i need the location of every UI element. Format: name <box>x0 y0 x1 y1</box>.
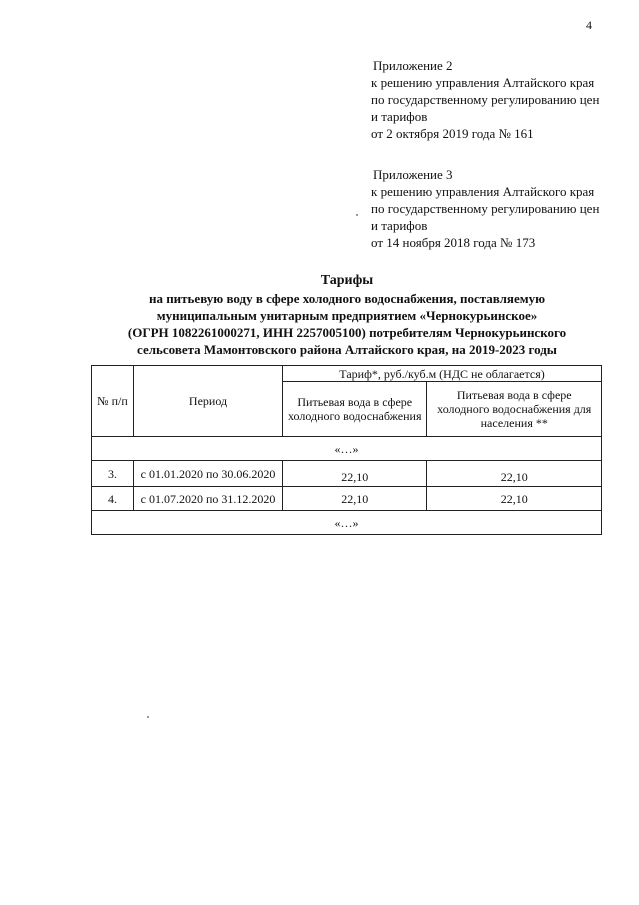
annex-line: к решению управления Алтайского края <box>371 184 595 199</box>
cell-number: 3. <box>92 461 134 487</box>
scan-mark <box>356 214 358 216</box>
table-row <box>92 511 602 535</box>
annex-line: Приложение 2 <box>373 58 453 73</box>
cell-period: с 01.01.2020 по 30.06.2020 <box>134 461 283 487</box>
annex-line: от 2 октября 2019 года № 161 <box>371 126 534 141</box>
annex-line: Приложение 3 <box>373 167 453 182</box>
table-row <box>92 487 602 511</box>
cell-water-tariff: 22,10 <box>283 461 427 487</box>
scan-speck <box>147 716 149 718</box>
cell-water-population-tariff: 22,10 <box>427 487 602 511</box>
header-tariff: Тариф*, руб./куб.м (НДС не облагается) <box>283 366 602 382</box>
annex-line: по государственному регулированию цен <box>371 201 600 216</box>
omission-mark: «…» <box>92 511 602 535</box>
title-line: (ОГРН 1082261000271, ИНН 2257005100) потребителям Чернокурьинского <box>127 325 567 340</box>
table-row <box>92 437 602 461</box>
cell-period: с 01.07.2020 по 31.12.2020 <box>134 487 283 511</box>
annex-line: и тарифов <box>371 218 428 233</box>
annex-line: к решению управления Алтайского края <box>371 75 595 90</box>
title-heading: Тарифы <box>320 273 374 288</box>
annex-line: от 14 ноября 2018 года № 173 <box>371 235 536 250</box>
header-water-population: Питьевая вода в сфере холодного водоснабжения для населения ** <box>427 382 602 437</box>
cell-number: 4. <box>92 487 134 511</box>
page-number: 4 <box>586 18 592 32</box>
header-number: № п/п <box>92 366 134 437</box>
table-row <box>92 461 602 487</box>
tariff-table <box>91 365 602 535</box>
annex-header-current <box>371 57 599 142</box>
annex-line: и тарифов <box>371 109 428 124</box>
document-title <box>92 272 602 358</box>
omission-mark: «…» <box>92 437 602 461</box>
header-period: Период <box>134 366 283 437</box>
title-line: сельсовета Мамонтовского района Алтайского края, на 2019-2023 годы <box>137 342 557 357</box>
title-line: муниципальным унитарным предприятием «Чернокурьинское» <box>156 308 538 323</box>
annex-line: по государственному регулированию цен <box>371 92 600 107</box>
cell-water-tariff: 22,10 <box>283 487 427 511</box>
header-water: Питьевая вода в сфере холодного водоснабжения <box>283 382 427 437</box>
cell-water-population-tariff: 22,10 <box>427 461 602 487</box>
title-line: на питьевую воду в сфере холодного водоснабжения, поставляемую <box>148 291 546 306</box>
annex-header-original <box>371 166 599 251</box>
